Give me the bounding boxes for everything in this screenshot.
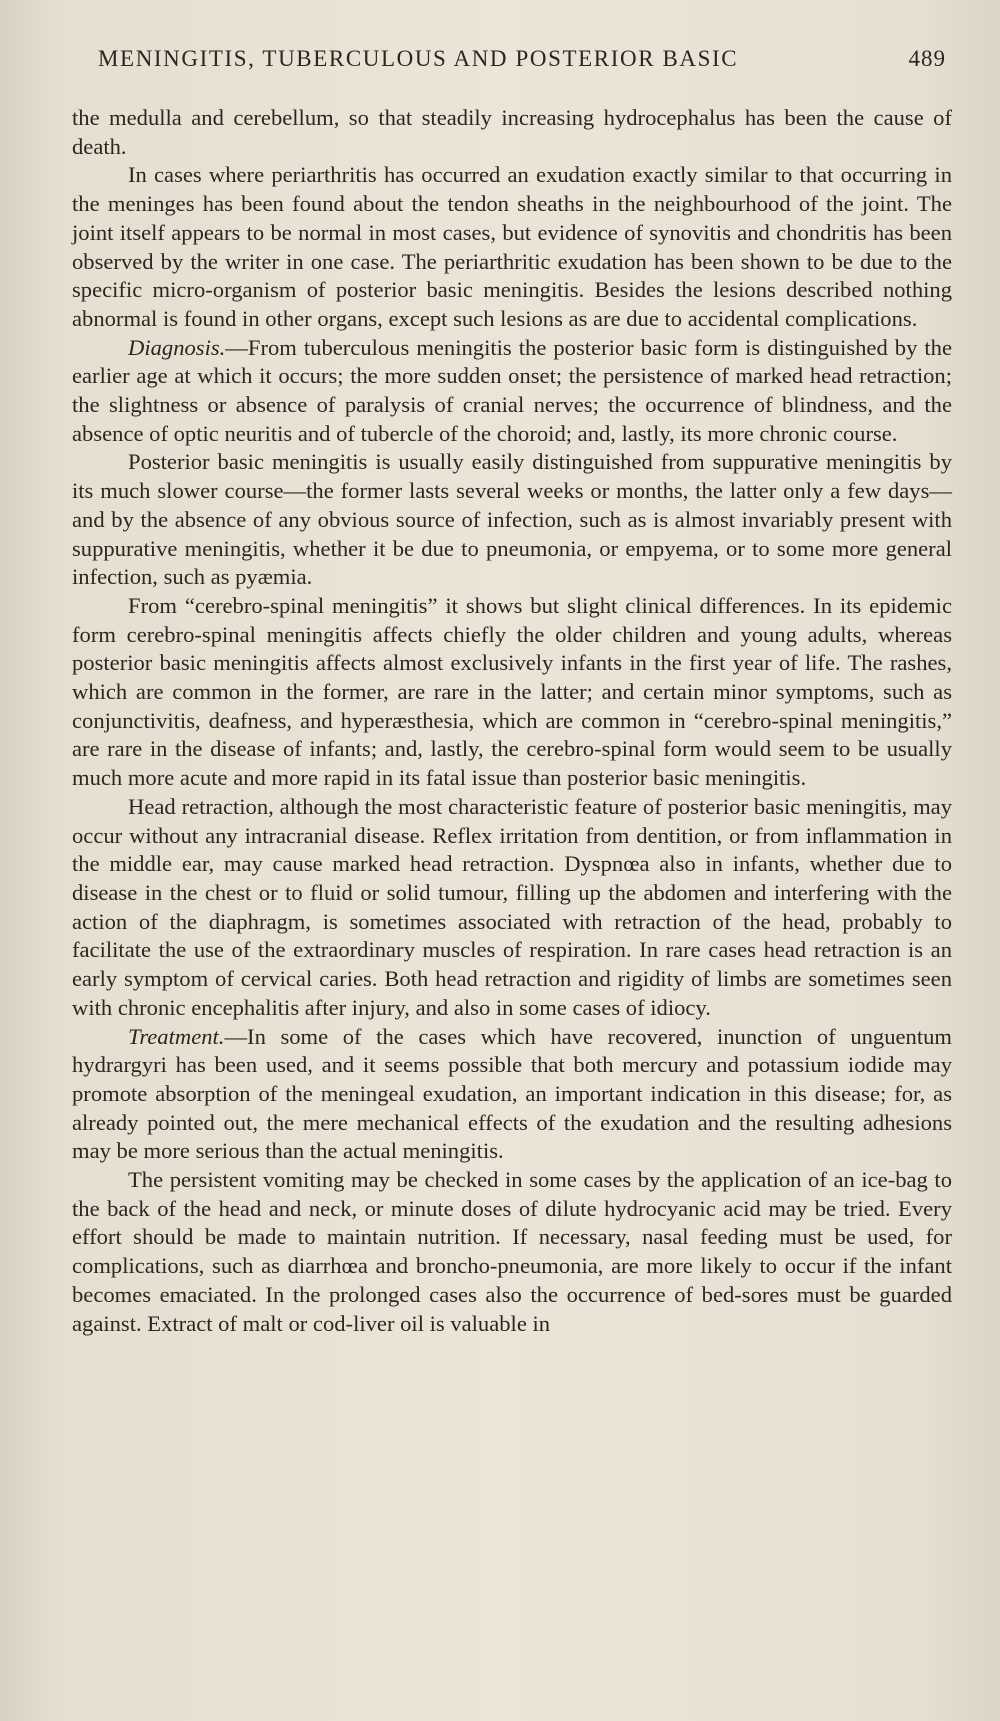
paragraph-text: Head retraction, although the most characteristic feature of posterior basic meningitis, may occur without any intracranial disease. Reflex irritation from dentition, or from inflammation in the middle ear, may cause marked head retraction. Dyspnœa also in infants, whether due to disease in the chest or to fluid or solid tumour, filling up the abdomen and interfering with the action of the diaphragm, is sometimes associated with retraction of the head, probably to facilitate the use of the extraordinary muscles of respiration. In rare cases head retraction is an early symptom of cervical caries. Both head retraction and rigidity of limbs are sometimes seen with chronic encephalitis after injury, and also in some cases of idiocy. (72, 793, 952, 1020)
paragraph-text: the medulla and cerebellum, so that steadily increasing hydrocephalus has been the cause of death. (72, 105, 952, 159)
paragraph-text: —In some of the cases which have recovered, inunction of unguentum hydrargyri has been used, and it seems possible that both mercury and potassium iodide may promote absorption of the meningeal exudation, an important indication in this disease; for, as already pointed out, the mere mechanical effects of the exudation and the resulting adhesions may be more serious than the actual meningitis. (72, 1023, 952, 1164)
page-number: 489 (908, 46, 946, 71)
paragraph-periarthritis (72, 161, 952, 333)
body-text (72, 104, 952, 1338)
running-head (98, 46, 946, 86)
paragraph-vomiting (72, 1166, 952, 1338)
paragraph-head-retraction (72, 793, 952, 1023)
running-title: MENINGITIS, TUBERCULOUS AND POSTERIOR BASIC (98, 46, 739, 71)
section-heading-diagnosis: Diagnosis. (128, 334, 226, 360)
paragraph-suppurative (72, 448, 952, 592)
paragraph-text: In cases where periarthritis has occurred an exudation exactly similar to that occurring in the meninges has been found about the tendon sheaths in the neighbourhood of the joint. The joint itself appears to be normal in most cases, but evidence of synovitis and chondritis has been observed by the writer in one case. The periarthritic exudation has been shown to be due to the specific micro-organism of posterior basic meningitis. Besides the lesions described nothing abnormal is found in other organs, except such lesions as are due to accidental complications. (72, 162, 952, 331)
section-heading-treatment: Treatment. (128, 1023, 225, 1049)
paragraph-text: From “cerebro-spinal meningitis” it shows but slight clinical differences. In its epidemic form cerebro-spinal meningitis affects chiefly the older children and young adults, whereas posterior basic meningitis affects almost exclusively infants in the first year of life. The rashes, which are common in the former, are rare in the latter; and certain minor symptoms, such as conjunctivitis, deafness, and hyperæsthesia, which are common in “cerebro-spinal meningitis,” are rare in the disease of infants; and, lastly, the cerebro-spinal form would seem to be usually much more acute and more rapid in its fatal issue than posterior basic meningitis. (72, 592, 952, 791)
paragraph-text: Posterior basic meningitis is usually easily distinguished from suppurative meningitis by its much slower course—the former lasts several weeks or months, the latter only a few days—and by the absence of any obvious source of infection, such as is almost invariably present with suppurative meningitis, whether it be due to pneumonia, or empyema, or to some more general infection, such as pyæmia. (72, 449, 952, 590)
paragraph-treatment (72, 1023, 952, 1167)
paragraph-cerebro-spinal (72, 592, 952, 793)
paragraph-text: The persistent vomiting may be checked in some cases by the application of an ice-bag to the back of the head and neck, or minute doses of dilute hydrocyanic acid may be tried. Every effort should be made to maintain nutrition. If necessary, nasal feeding must be used, for complications, such as diarrhœa and broncho-pneumonia, are more likely to occur if the infant becomes emaciated. In the prolonged cases also the occurrence of bed-sores must be guarded against. Extract of malt or cod-liver oil is valuable in (72, 1167, 952, 1336)
paragraph-text: —From tuberculous meningitis the posterior basic form is distinguished by the earlier age at which it occurs; the more sudden onset; the persistence of marked head retraction; the slightness or absence of paralysis of cranial nerves; the occurrence of blindness, and the absence of optic neuritis and of tubercle of the choroid; and, lastly, its more chronic course. (72, 334, 952, 446)
paragraph-diagnosis (72, 334, 952, 449)
paragraph-continuation (72, 104, 952, 161)
